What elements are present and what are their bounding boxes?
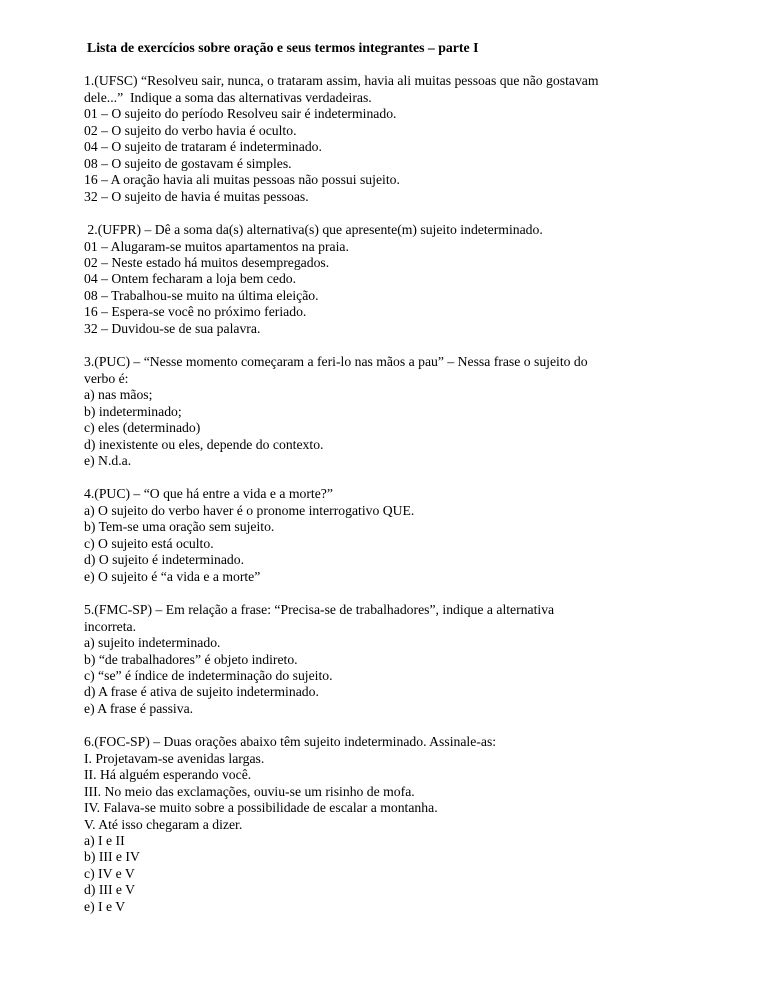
question-line: c) “se” é índice de indeterminação do sujeito. bbox=[84, 667, 333, 683]
question-block bbox=[84, 354, 708, 469]
question-line: e) A frase é passiva. bbox=[84, 700, 194, 716]
question-line: 32 – Duvidou-se de sua palavra. bbox=[84, 320, 261, 336]
question-line: 01 – O sujeito do período Resolveu sair é indeterminado. bbox=[84, 106, 397, 122]
question-line: a) nas mãos; bbox=[84, 387, 153, 403]
question-line: 16 – A oração havia ali muitas pessoas não possui sujeito. bbox=[84, 172, 400, 188]
question-block bbox=[84, 73, 708, 205]
question-line: b) III e IV bbox=[84, 849, 140, 865]
question-line: 32 – O sujeito de havia é muitas pessoas. bbox=[84, 188, 309, 204]
question-block bbox=[84, 602, 708, 717]
question-line: e) I e V bbox=[84, 898, 126, 914]
question-line: 08 – Trabalhou-se muito na última eleição. bbox=[84, 287, 319, 303]
question-line: b) indeterminado; bbox=[84, 403, 182, 419]
question-line: d) A frase é ativa de sujeito indeterminado. bbox=[84, 684, 319, 700]
question-line: e) O sujeito é “a vida e a morte” bbox=[84, 568, 261, 584]
question-block bbox=[84, 486, 708, 585]
question-line: a) O sujeito do verbo haver é o pronome interrogativo QUE. bbox=[84, 502, 415, 518]
question-line: d) O sujeito é indeterminado. bbox=[84, 552, 245, 568]
question-block bbox=[84, 222, 708, 337]
question-line: a) I e II bbox=[84, 833, 125, 849]
question-line: 08 – O sujeito de gostavam é simples. bbox=[84, 155, 292, 171]
question-line: e) N.d.a. bbox=[84, 452, 132, 468]
question-line: a) sujeito indeterminado. bbox=[84, 635, 221, 651]
question-line: c) IV e V bbox=[84, 865, 135, 881]
question-line: 5.(FMC-SP) – Em relação a frase: “Precisa-se de trabalhadores”, indique a alternativa bbox=[84, 602, 555, 618]
question-line: verbo é: bbox=[84, 370, 129, 386]
question-line: 4.(PUC) – “O que há entre a vida e a morte?” bbox=[84, 486, 333, 502]
question-line: 04 – O sujeito de trataram é indeterminado. bbox=[84, 139, 322, 155]
question-block bbox=[84, 734, 708, 915]
question-line: c) eles (determinado) bbox=[84, 420, 201, 436]
question-line: II. Há alguém esperando você. bbox=[84, 767, 252, 783]
question-line: I. Projetavam-se avenidas largas. bbox=[84, 750, 265, 766]
question-line: incorreta. bbox=[84, 618, 137, 634]
question-line: 2.(UFPR) – Dê a soma da(s) alternativa(s) que apresente(m) sujeito indeterminado. bbox=[84, 222, 543, 238]
question-line: III. No meio das exclamações, ouviu-se um risinho de mofa. bbox=[84, 783, 415, 799]
question-line: 1.(UFSC) “Resolveu sair, nunca, o trataram assim, havia ali muitas pessoas que não gostavam bbox=[84, 73, 599, 89]
question-line: dele...” Indique a soma das alternativas verdadeiras. bbox=[84, 89, 372, 105]
question-line: 02 – Neste estado há muitos desempregados. bbox=[84, 254, 330, 270]
question-line: 04 – Ontem fecharam a loja bem cedo. bbox=[84, 271, 297, 287]
question-line: 01 – Alugaram-se muitos apartamentos na praia. bbox=[84, 238, 349, 254]
question-line: d) inexistente ou eles, depende do contexto. bbox=[84, 436, 324, 452]
question-line: 16 – Espera-se você no próximo feriado. bbox=[84, 304, 307, 320]
questions-container bbox=[84, 73, 708, 915]
question-line: c) O sujeito está oculto. bbox=[84, 535, 214, 551]
question-line: 02 – O sujeito do verbo havia é oculto. bbox=[84, 122, 297, 138]
page-title: Lista de exercícios sobre oração e seus termos integrantes – parte I bbox=[87, 40, 479, 55]
question-line: IV. Falava-se muito sobre a possibilidade de escalar a montanha. bbox=[84, 800, 438, 816]
question-line: b) Tem-se uma oração sem sujeito. bbox=[84, 519, 275, 535]
question-line: V. Até isso chegaram a dizer. bbox=[84, 816, 243, 832]
question-line: b) “de trabalhadores” é objeto indireto. bbox=[84, 651, 298, 667]
question-line: 6.(FOC-SP) – Duas orações abaixo têm sujeito indeterminado. Assinale-as: bbox=[84, 734, 497, 750]
question-line: 3.(PUC) – “Nesse momento começaram a feri-lo nas mãos a pau” – Nessa frase o sujeito do bbox=[84, 354, 588, 370]
question-line: d) III e V bbox=[84, 882, 136, 898]
